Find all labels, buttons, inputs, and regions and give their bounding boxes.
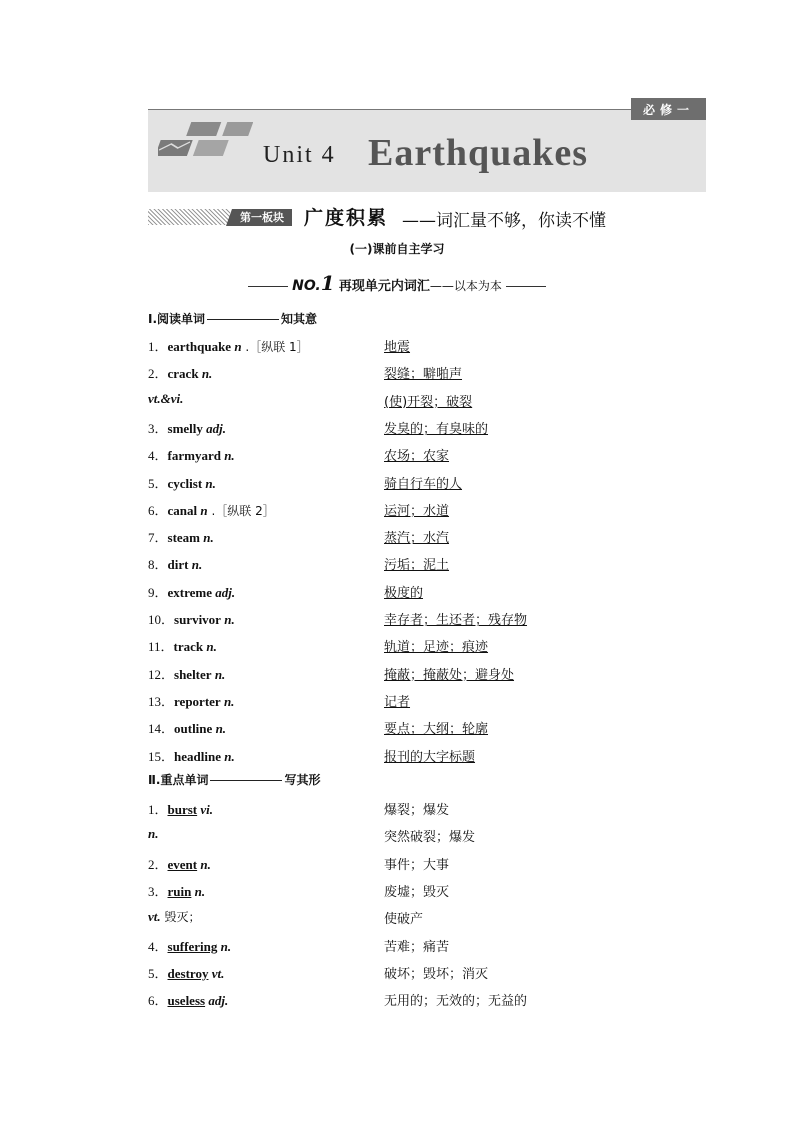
vocab-meaning: 污垢；泥土	[384, 558, 450, 574]
part-of-speech: vt.	[211, 965, 225, 981]
vocab-meaning: 无用的；无效的；无益的	[384, 994, 528, 1010]
item-number: 7．	[148, 530, 168, 546]
part-of-speech: n.	[205, 475, 216, 491]
vocab-word: crack	[167, 366, 199, 382]
no-label: NO.	[292, 278, 321, 294]
part1-heading-left: Ⅰ.阅读单词	[148, 312, 206, 326]
vocab-row	[148, 609, 708, 629]
item-number: 10．	[148, 612, 175, 627]
part-of-speech: n.	[215, 721, 227, 737]
part-of-speech: n	[234, 339, 242, 354]
no-tail: ——以本为本	[429, 279, 502, 293]
vocab-meaning: 地震	[384, 340, 411, 355]
item-number: 15．	[148, 748, 175, 764]
vocab-word: canal	[167, 502, 198, 518]
vocab-entry	[148, 582, 235, 601]
vocab-word: destroy	[167, 965, 209, 981]
item-number: 12．	[148, 666, 175, 682]
part1-heading	[148, 310, 317, 327]
vocab-word: survivor	[174, 612, 221, 627]
vocab-meaning: 废墟；毁灭	[384, 884, 450, 900]
vocab-row	[148, 881, 708, 901]
part-of-speech: n.	[148, 826, 159, 842]
vocab-word: reporter	[174, 693, 221, 709]
vocab-word: dirt	[167, 557, 189, 573]
vocab-entry	[148, 418, 226, 437]
part-of-speech: vt.	[148, 909, 161, 925]
vocab-row	[148, 691, 708, 711]
vocab-meaning: 掩蔽；掩蔽处；避身处	[384, 667, 515, 683]
vocab-entry	[148, 527, 214, 546]
entry-extra: .［纵联 1］	[241, 340, 309, 354]
item-number: 6．	[148, 502, 168, 518]
vocab-word: extreme	[167, 584, 213, 600]
vocab-entry	[148, 799, 213, 818]
item-number: 2．	[148, 856, 168, 872]
vocab-meaning: 运河；水道	[384, 503, 450, 519]
vocab-meaning: 极度的	[384, 585, 424, 601]
vocab-row	[148, 418, 708, 438]
vocab-word: headline	[174, 748, 221, 764]
part-of-speech: n.	[214, 666, 226, 682]
part2-heading-left: Ⅱ.重点单词	[148, 773, 209, 787]
vocab-entry	[148, 363, 212, 382]
vocab-word: useless	[167, 993, 206, 1009]
vocab-row	[148, 936, 708, 956]
part-of-speech: n.	[206, 639, 217, 655]
vocab-meaning: 记者	[384, 694, 411, 710]
volume-badge: 必修一	[631, 98, 706, 120]
vocab-entry	[148, 746, 235, 765]
vocab-meaning: 轨道；足迹；痕迹	[384, 640, 489, 656]
item-number: 5．	[148, 965, 168, 981]
vocab-meaning: 要点；大纲；轮廓	[384, 722, 489, 738]
vocab-entry	[148, 718, 226, 737]
vocab-entry	[148, 881, 205, 900]
vocab-row	[148, 363, 708, 383]
part-of-speech: n.	[224, 748, 235, 764]
part-of-speech: vt.&vi.	[148, 390, 184, 406]
vocab-row	[148, 636, 708, 656]
vocab-meaning: 破坏；毁坏；消灭	[384, 966, 489, 982]
vocab-row	[148, 963, 708, 983]
vocab-meaning: 发臭的；有臭味的	[384, 421, 489, 437]
vocab-row	[148, 582, 708, 602]
no-number: 1	[320, 271, 335, 295]
vocab-entry	[148, 936, 231, 955]
vocab-entry	[148, 636, 217, 655]
part-of-speech: n.	[201, 366, 213, 382]
vocab-row	[148, 718, 708, 738]
vocab-meaning: 幸存者；生还者；残存物	[384, 613, 528, 628]
entry-extra: .［纵联 2］	[207, 503, 275, 518]
part1-heading-right: 知其意	[281, 312, 318, 326]
part2-heading	[148, 771, 320, 788]
item-number: 1．	[148, 802, 168, 817]
item-number: 11．	[148, 639, 174, 655]
item-number: 5．	[148, 475, 168, 491]
part2-heading-right: 写其形	[284, 773, 321, 787]
vocab-entry	[148, 826, 158, 842]
vocab-row	[148, 554, 708, 574]
vocab-entry	[148, 609, 235, 628]
vocab-word: burst	[167, 802, 198, 817]
vocab-meaning: 突然破裂；爆发	[384, 830, 476, 846]
unit-title: Earthquakes	[368, 132, 589, 174]
vocab-row	[148, 746, 708, 766]
vocab-word: farmyard	[167, 448, 221, 464]
item-number: 1．	[148, 339, 168, 354]
block-tag: 第一板块	[232, 209, 292, 226]
part-of-speech: n.	[224, 612, 235, 627]
vocab-word: track	[173, 639, 204, 655]
vocab-entry	[148, 554, 202, 573]
vocab-entry	[148, 908, 200, 925]
entry-extra: 毁灭；	[160, 910, 201, 925]
part-of-speech: vi.	[200, 802, 214, 817]
vocab-entry	[148, 963, 224, 982]
vocab-row	[148, 826, 708, 846]
vocab-row	[148, 908, 708, 928]
item-number: 9．	[148, 584, 168, 600]
part-of-speech: adj.	[215, 584, 236, 600]
vocab-row	[148, 445, 708, 465]
item-number: 13．	[148, 693, 175, 709]
vocab-entry	[148, 990, 228, 1009]
vocab-word: shelter	[174, 666, 212, 682]
item-number: 3．	[148, 883, 168, 899]
part-of-speech: n	[200, 502, 208, 518]
vocab-row	[148, 527, 708, 547]
vocab-word: outline	[174, 721, 213, 737]
earthquake-photos-icon	[158, 120, 253, 160]
no-title: 再现单元内词汇	[338, 279, 430, 294]
vocab-row	[148, 391, 708, 411]
vocab-entry	[148, 854, 211, 873]
part-of-speech: adj.	[206, 420, 227, 436]
vocab-word: suffering	[167, 938, 218, 954]
vocab-entry	[148, 473, 216, 492]
no-heading	[0, 271, 794, 295]
vocab-meaning: (使)开裂；破裂	[384, 394, 473, 410]
part-of-speech: n.	[220, 938, 232, 954]
part-of-speech: n.	[191, 557, 203, 573]
item-number: 14．	[148, 721, 175, 737]
part-of-speech: n.	[203, 530, 214, 546]
vocab-entry	[148, 336, 309, 355]
vocab-meaning: 骑自行车的人	[384, 476, 463, 492]
vocab-meaning: 使破产	[384, 912, 424, 928]
vocab-row	[148, 990, 708, 1010]
vocab-meaning: 苦难；痛苦	[384, 939, 450, 955]
part-of-speech: n.	[194, 883, 206, 899]
vocab-meaning: 农场；农家	[384, 449, 450, 465]
hatch-decoration	[148, 209, 230, 225]
vocab-row	[148, 473, 708, 493]
part-of-speech: adj.	[208, 993, 229, 1009]
vocab-entry	[148, 664, 225, 683]
vocab-word: ruin	[167, 883, 192, 899]
vocab-row	[148, 854, 708, 874]
item-number: 2．	[148, 366, 168, 382]
vocab-row	[148, 500, 708, 520]
vocab-entry	[148, 691, 234, 710]
item-number: 3．	[148, 420, 168, 436]
vocab-entry	[148, 500, 275, 519]
item-number: 6．	[148, 993, 168, 1009]
item-number: 4．	[148, 938, 168, 954]
vocab-word: steam	[167, 530, 201, 546]
vocab-word: smelly	[167, 420, 203, 436]
vocab-meaning: 事件；大事	[384, 857, 450, 873]
vocab-word: event	[167, 856, 198, 872]
item-number: 8．	[148, 557, 168, 573]
vocab-word: earthquake	[167, 339, 232, 354]
vocab-meaning: 爆裂；爆发	[384, 803, 450, 818]
part-of-speech: n.	[223, 693, 235, 709]
vocab-row	[148, 336, 708, 356]
unit-label: Unit 4	[263, 142, 336, 168]
subhead: (一)课前自主学习	[349, 242, 445, 256]
vocab-row	[148, 664, 708, 684]
part-of-speech: n.	[224, 448, 235, 464]
vocab-meaning: 报刊的大字标题	[384, 749, 476, 765]
part-of-speech: n.	[200, 856, 211, 872]
item-number: 4．	[148, 448, 168, 464]
vocab-meaning: 蒸汽；水汽	[384, 531, 450, 547]
vocab-word: cyclist	[167, 475, 203, 491]
section-title: 广度积累	[304, 207, 389, 229]
vocab-meaning: 裂缝；噼啪声	[384, 367, 463, 383]
vocab-entry	[148, 445, 235, 464]
vocab-entry	[148, 391, 183, 407]
section-subtitle: ——词汇量不够，你读不懂	[402, 211, 606, 231]
vocab-row	[148, 799, 708, 819]
